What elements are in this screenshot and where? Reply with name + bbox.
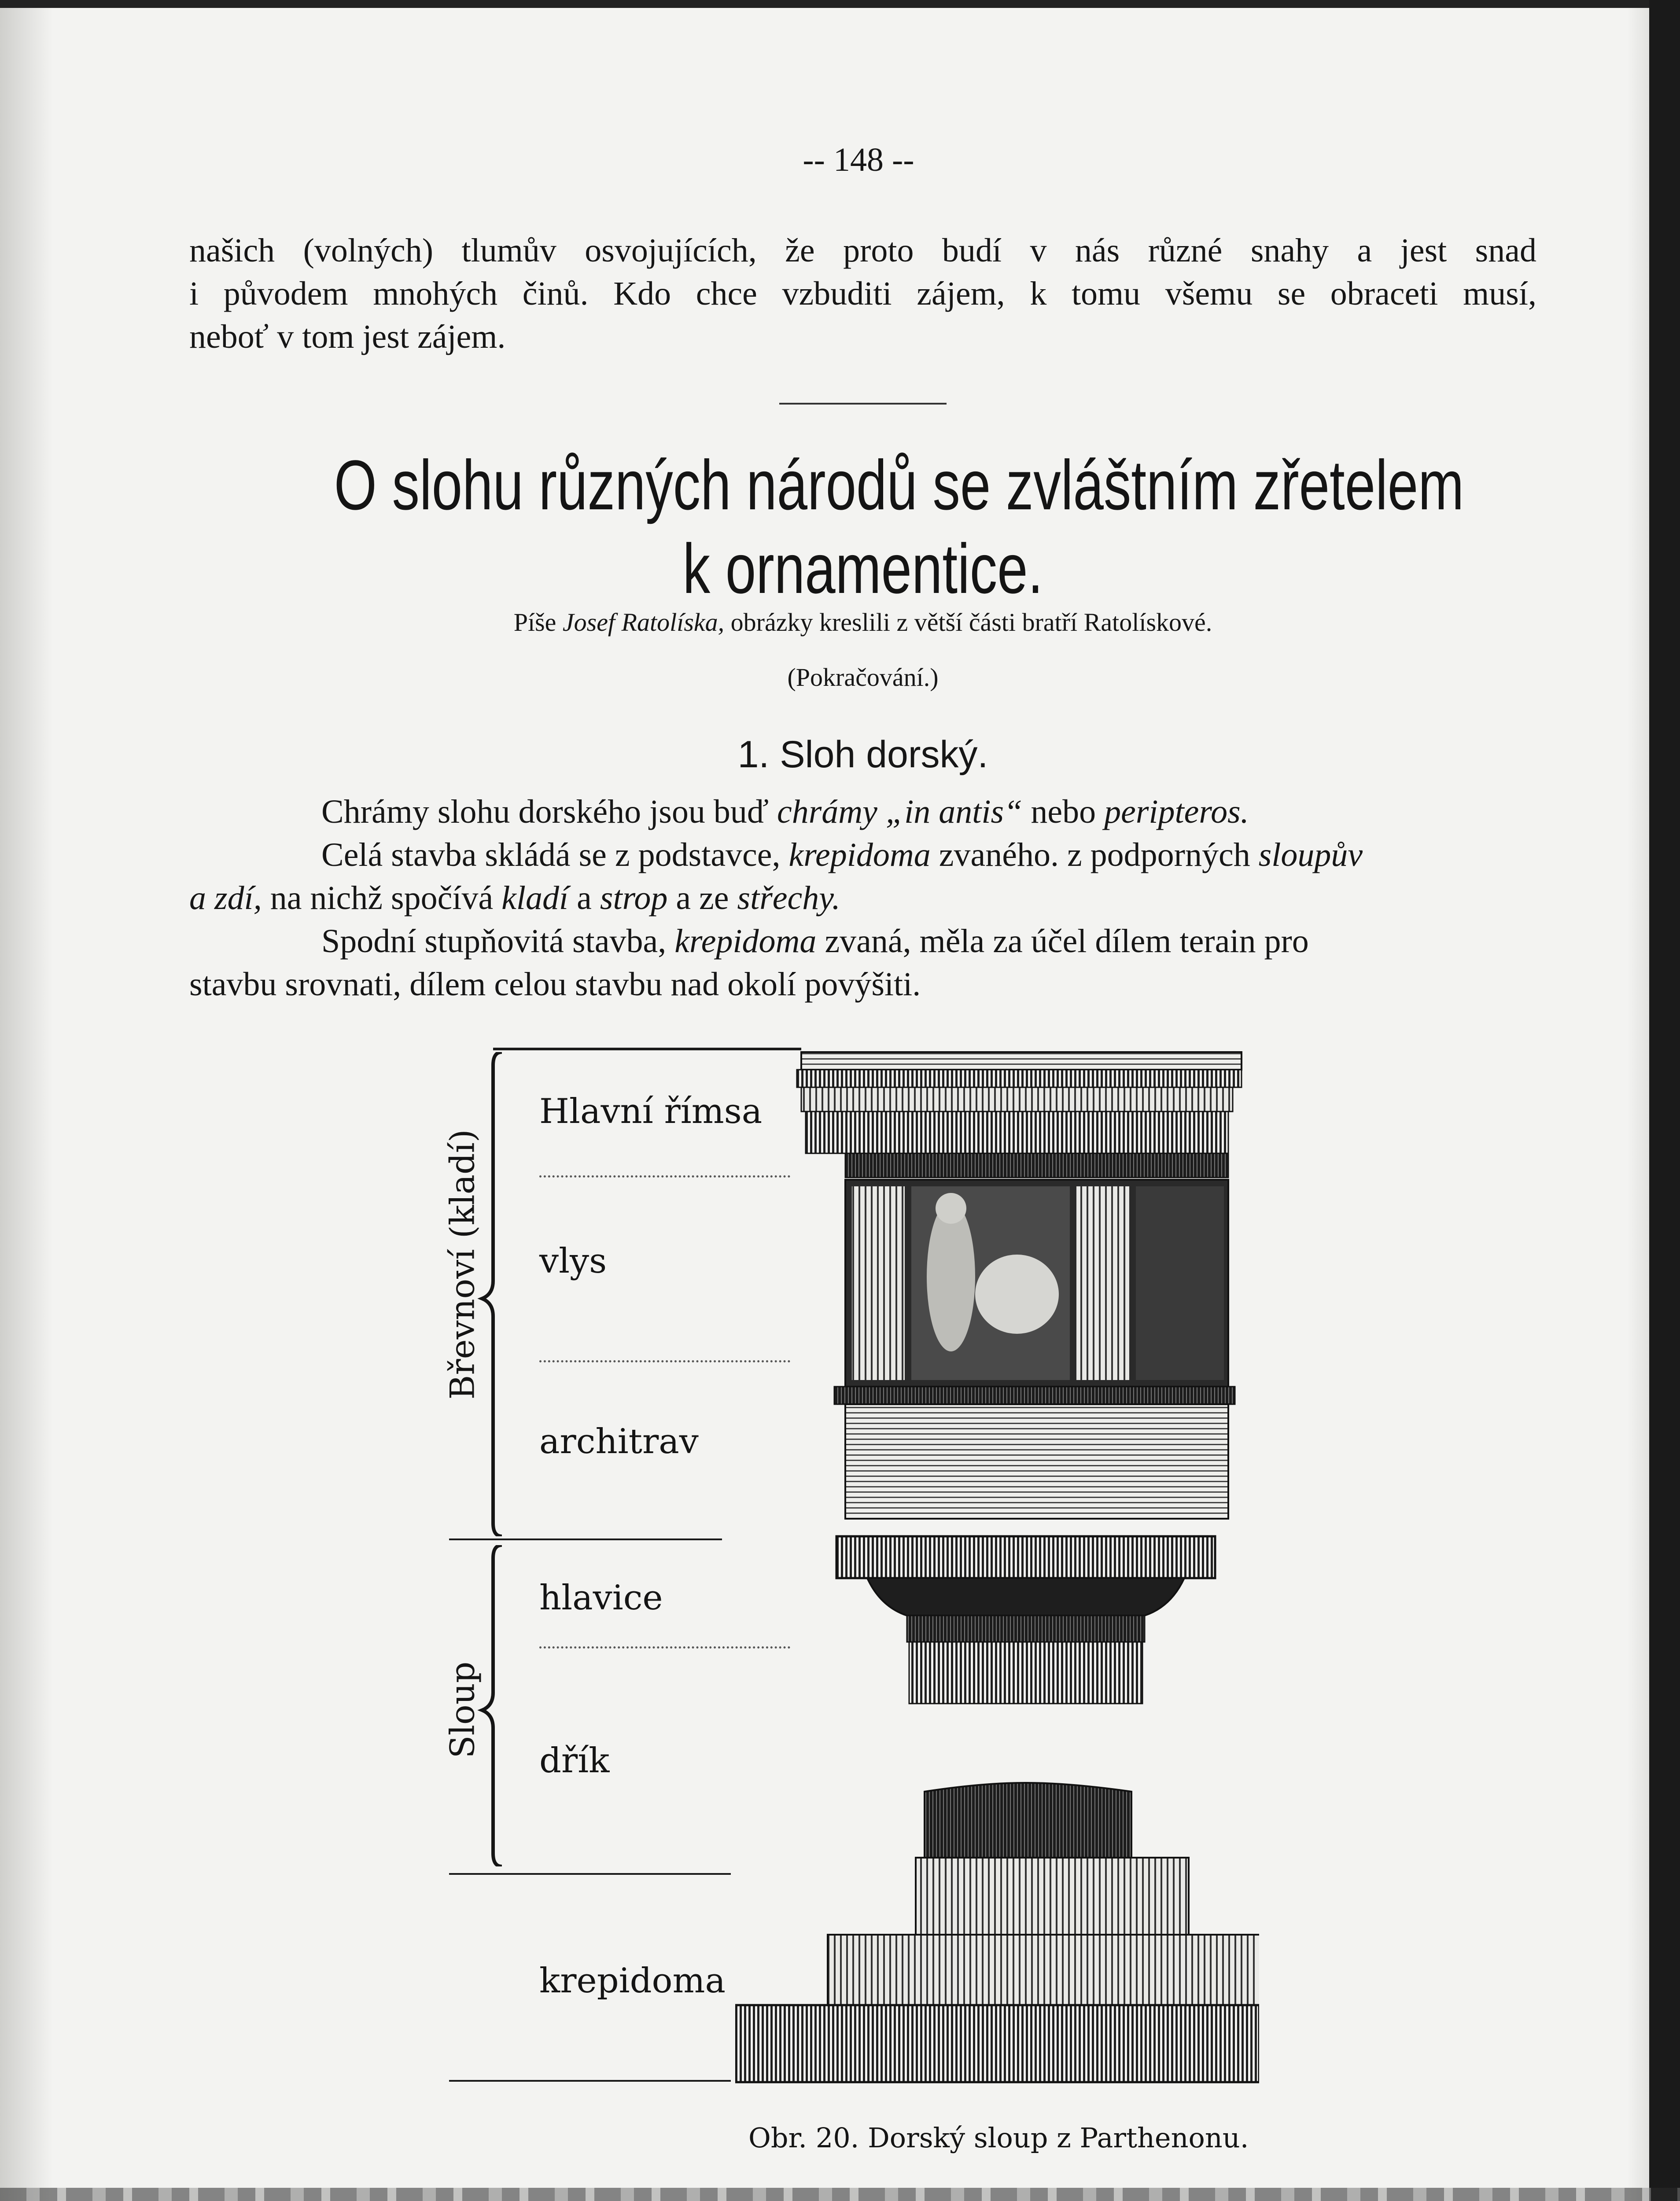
byline [185, 607, 1541, 637]
term-zdi: a zdí, [189, 880, 262, 916]
label-capital: hlavice [539, 1578, 663, 1618]
column-neck [907, 1616, 1145, 1642]
cornice-band [801, 1087, 1233, 1112]
label-entablature: Břevnoví (kladí) [442, 1129, 482, 1400]
body-line-1 [189, 790, 1536, 833]
article-title-line-1: O slohu různých národů se zvláštním zřetelem [334, 445, 1464, 524]
body-line-4 [189, 920, 1536, 963]
intro-line-2: i původem mnohých činů. Kdo chce vzbuditi zájem, k tomu všemu se obraceti musí, [189, 275, 1536, 312]
triglyph [1076, 1186, 1129, 1380]
article-title-line-2: k ornamentice. [682, 529, 1043, 608]
separator-rule [449, 1538, 722, 1540]
step-top [916, 1858, 1189, 1935]
scan-edge-right [1649, 0, 1680, 2201]
byline-author: Josef Ratolíska, [562, 608, 725, 637]
scan-shadow-left [0, 0, 53, 2201]
text-run: na nichž spočívá [270, 880, 494, 916]
term-krepidoma: krepidoma [788, 836, 931, 873]
architrave [845, 1404, 1228, 1519]
label-krepidoma: krepidoma [539, 1961, 726, 2001]
intro-line-3: neboť v tom jest zájem. [189, 318, 506, 355]
term-krepidoma: krepidoma [674, 923, 817, 960]
shaft-top [909, 1642, 1142, 1704]
taenia [834, 1387, 1235, 1404]
step-bottom [735, 2005, 1259, 2082]
cut-off-text-strip [0, 2188, 1680, 2201]
label-shaft: dřík [539, 1741, 610, 1781]
body-line-2 [189, 833, 1536, 876]
figure-caption: Obr. 20. Dorský sloup z Parthenonu. [748, 2122, 1249, 2154]
triglyph [852, 1186, 905, 1380]
cornice-soffit [806, 1112, 1228, 1153]
term-chramy-in-antis: chrámy „in antis“ [777, 793, 1023, 830]
cornice-moulding [797, 1070, 1242, 1087]
byline-prefix: Píše [513, 608, 556, 637]
byline-suffix: obrázky kreslili z větší části bratří Ratolískové. [730, 608, 1212, 637]
text-run: zvaného. z podporných [939, 836, 1250, 873]
section-heading: 1. Sloh dorský. [737, 733, 988, 776]
step-middle [828, 1935, 1259, 2005]
metope-figure-head [936, 1193, 966, 1224]
echinus [867, 1578, 1184, 1616]
doric-order-drawing [735, 1048, 1259, 2104]
abacus [836, 1536, 1215, 1578]
section-divider [779, 403, 947, 405]
scan-edge-top [0, 0, 1680, 8]
term-strop: strop [600, 880, 668, 916]
term-peripteros: peripteros. [1104, 793, 1249, 830]
text-run: a [577, 880, 592, 916]
label-column: Sloup [442, 1661, 482, 1759]
doric-column-figure [431, 1048, 1268, 2154]
body-line-5: stavbu srovnati, dílem celou stavbu nad okolí povýšiti. [189, 966, 921, 1003]
intro-paragraph [189, 229, 1536, 358]
label-cornice: Hlavní římsa [539, 1092, 763, 1131]
text-run: zvaná, měla za účel dílem terain pro [825, 923, 1309, 960]
metope [1136, 1186, 1224, 1380]
label-architrave: architrav [539, 1422, 699, 1461]
intro-line-1: našich (volných) tlumův osvojujících, že proto budí v nás různé snahy a jest snad [189, 232, 1536, 269]
continuation-note: (Pokračování.) [787, 663, 939, 692]
metope-figure-centaur [975, 1255, 1059, 1334]
text-run: nebo [1031, 793, 1096, 830]
separator-rule [449, 2080, 731, 2082]
cornice-crown [801, 1052, 1242, 1070]
label-frieze: vlys [539, 1241, 607, 1281]
text-run: Chrámy slohu dorského jsou buď [321, 793, 769, 830]
term-strechy: střechy. [737, 880, 840, 916]
text-run: Celá stavba skládá se z podstavce, [321, 836, 781, 873]
text-run: a ze [676, 880, 729, 916]
mutules [845, 1153, 1228, 1178]
term-sloupuv: sloupův [1258, 836, 1363, 873]
text-run: Spodní stupňovitá stavba, [321, 923, 667, 960]
separator-rule [449, 1873, 731, 1875]
body-paragraph [189, 790, 1536, 1006]
shaft-base [925, 1783, 1131, 1858]
term-kladi: kladí [501, 880, 569, 916]
body-line-3 [189, 876, 1536, 920]
metope-figure-man [927, 1202, 975, 1351]
page-number: -- 148 -- [803, 141, 914, 178]
